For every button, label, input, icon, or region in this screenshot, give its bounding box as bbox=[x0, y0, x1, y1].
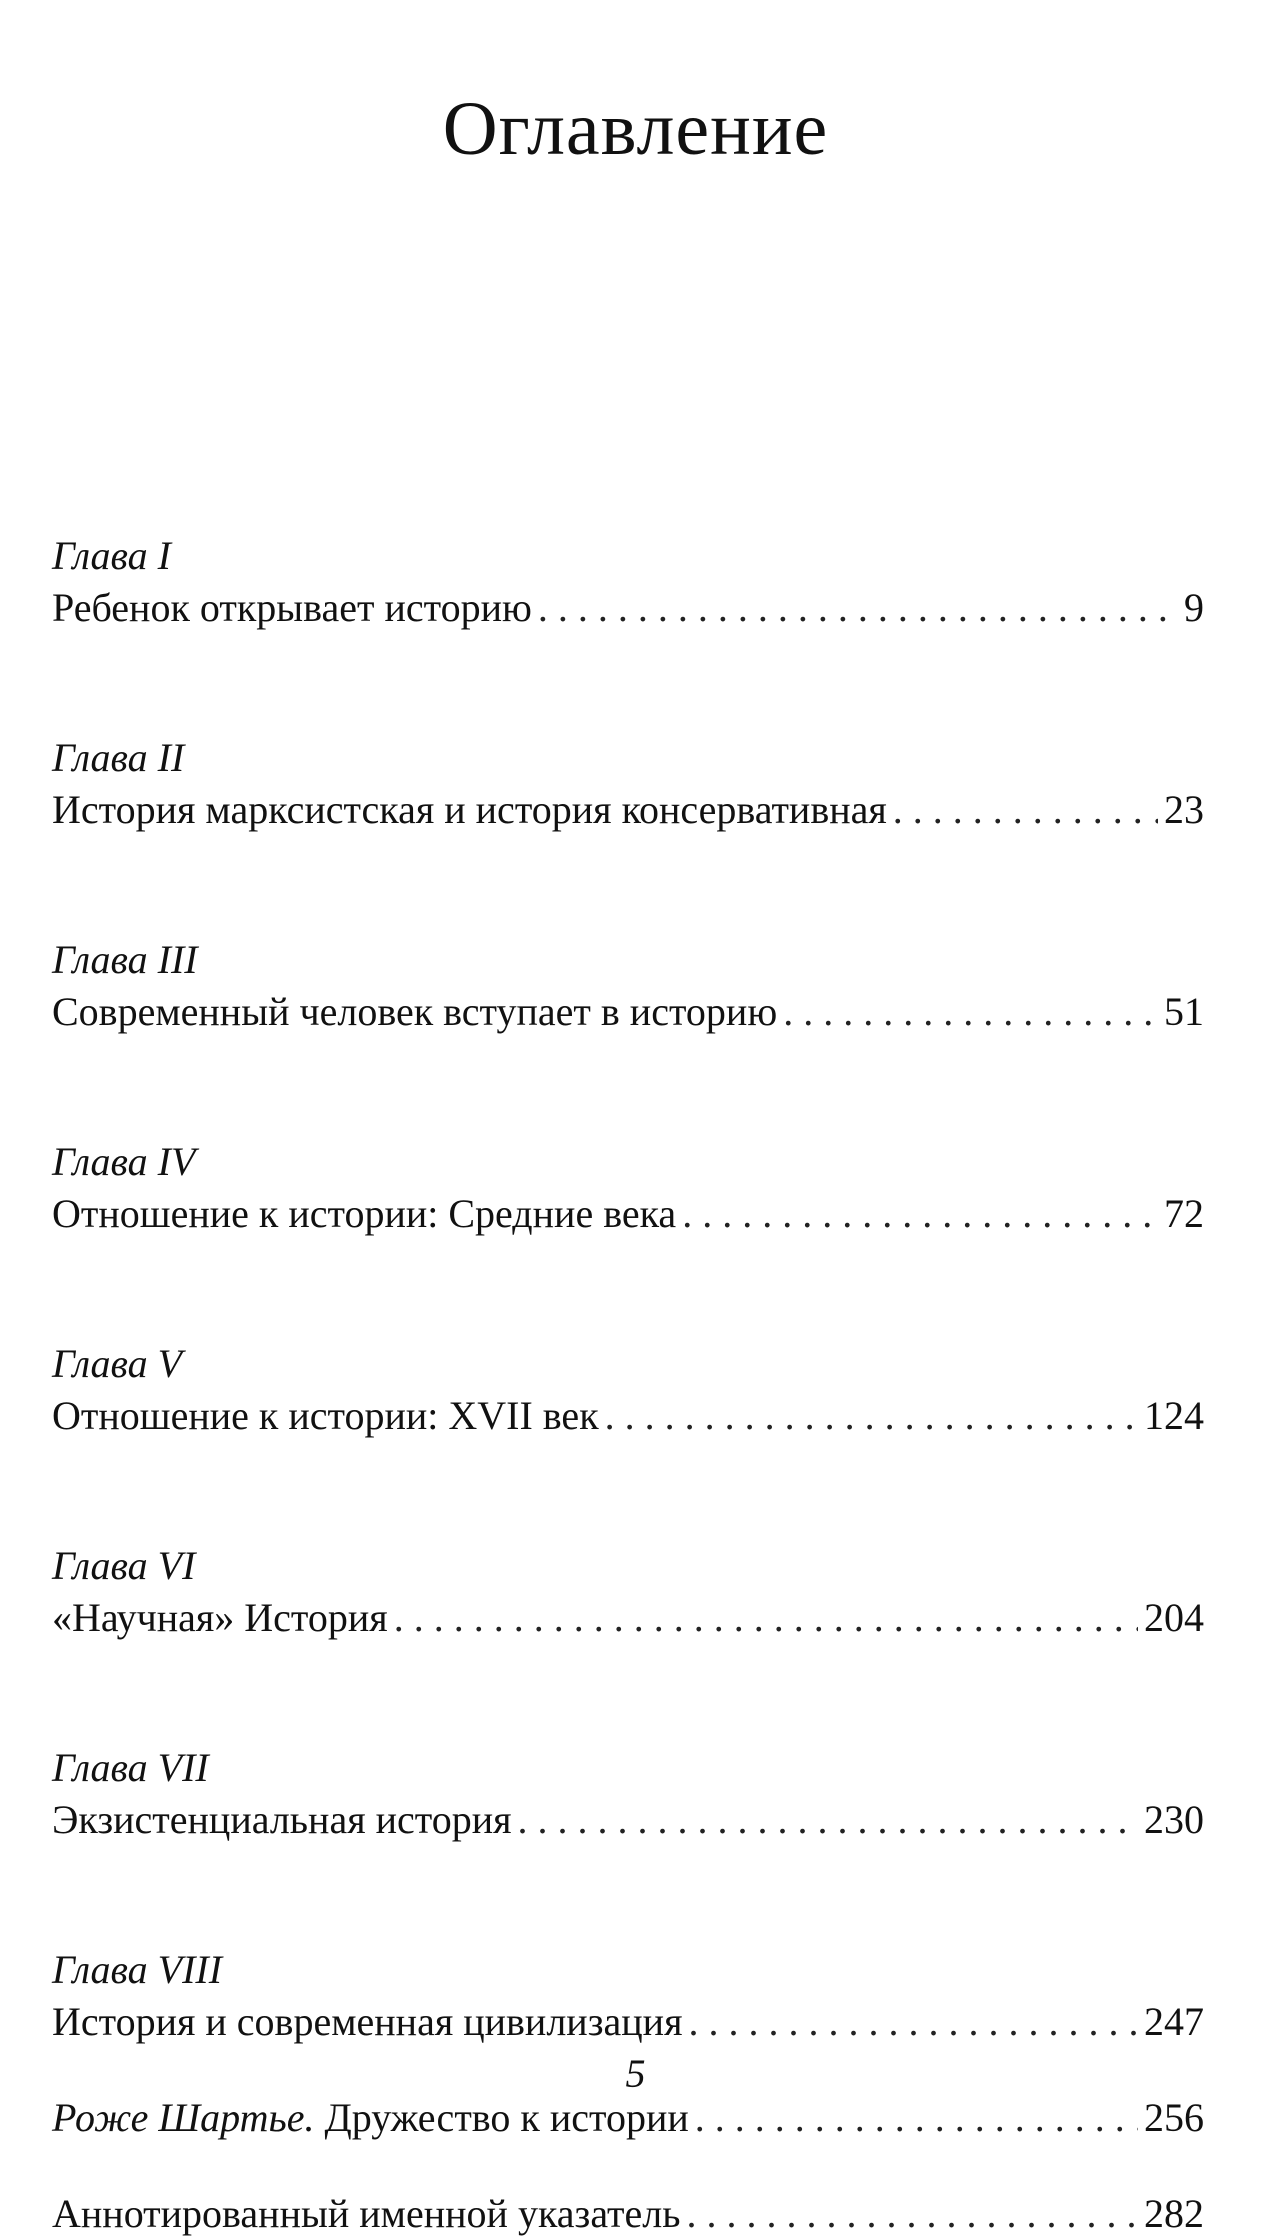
chapter-title: «Научная» История bbox=[52, 1595, 388, 1640]
page-reference: 256 bbox=[1144, 2095, 1204, 2140]
toc-entry-chapter-2 bbox=[52, 732, 1204, 836]
chapter-label: Глава VII bbox=[52, 1745, 209, 1790]
chapter-title: Современный человек вступает в историю bbox=[52, 989, 778, 1034]
dot-leader bbox=[518, 1794, 1138, 1846]
toc-entry-chapter-6 bbox=[52, 1540, 1204, 1644]
chapter-label: Глава VI bbox=[52, 1543, 196, 1588]
index-title: Аннотированный именной указатель bbox=[52, 2191, 681, 2236]
dot-leader bbox=[688, 1996, 1138, 2048]
chapter-label: Глава VIII bbox=[52, 1947, 223, 1992]
page-reference: 282 bbox=[1144, 2191, 1204, 2236]
afterword-title bbox=[52, 2092, 689, 2144]
chapter-label: Глава IV bbox=[52, 1139, 196, 1184]
toc-line[interactable] bbox=[52, 582, 1204, 634]
chapter-title: Ребенок открывает историю bbox=[52, 585, 532, 630]
toc-line[interactable] bbox=[52, 1592, 1204, 1644]
page-reference: 124 bbox=[1144, 1393, 1204, 1438]
toc-entry-chapter-1 bbox=[52, 530, 1204, 634]
toc-entry-chapter-5 bbox=[52, 1338, 1204, 1442]
toc-entry-index bbox=[52, 2188, 1204, 2240]
toc-entry-afterword bbox=[52, 2092, 1204, 2144]
chapter-title: История и современная цивилизация bbox=[52, 1999, 683, 2044]
toc-line[interactable] bbox=[52, 2092, 1204, 2144]
toc-line[interactable] bbox=[52, 1390, 1204, 1442]
chapter-label: Глава I bbox=[52, 533, 171, 578]
page-reference: 247 bbox=[1144, 1999, 1204, 2044]
chapter-title: Экзистенциальная история bbox=[52, 1797, 512, 1842]
chapter-title: Отношение к истории: XVII век bbox=[52, 1393, 599, 1438]
toc-entry-chapter-3 bbox=[52, 934, 1204, 1038]
page-reference: 230 bbox=[1144, 1797, 1204, 1842]
dot-leader bbox=[687, 2188, 1139, 2240]
page-number: 5 bbox=[625, 2051, 646, 2096]
page-reference: 9 bbox=[1184, 585, 1204, 630]
dot-leader bbox=[783, 986, 1158, 1038]
dot-leader bbox=[695, 2092, 1138, 2144]
chapter-label: Глава III bbox=[52, 937, 198, 982]
dot-leader bbox=[394, 1592, 1138, 1644]
toc-line[interactable] bbox=[52, 784, 1204, 836]
toc-entry-chapter-4 bbox=[52, 1136, 1204, 1240]
toc-line[interactable] bbox=[52, 1794, 1204, 1846]
table-of-contents bbox=[52, 530, 1204, 2240]
toc-line[interactable] bbox=[52, 1996, 1204, 2048]
dot-leader bbox=[893, 784, 1158, 836]
dot-leader bbox=[605, 1390, 1138, 1442]
chapter-label: Глава V bbox=[52, 1341, 183, 1386]
dot-leader bbox=[682, 1188, 1158, 1240]
toc-line[interactable] bbox=[52, 1188, 1204, 1240]
page-reference: 23 bbox=[1164, 787, 1204, 832]
page-reference: 204 bbox=[1144, 1595, 1204, 1640]
page-title: Оглавление bbox=[442, 86, 829, 171]
chapter-title: Отношение к истории: Средние века bbox=[52, 1191, 677, 1236]
toc-line[interactable] bbox=[52, 2188, 1204, 2240]
chapter-label: Глава II bbox=[52, 735, 185, 780]
page-reference: 72 bbox=[1164, 1191, 1204, 1236]
essay-title: Дружество к истории bbox=[324, 2095, 689, 2140]
chapter-title: История марксистская и история консервативная bbox=[52, 787, 887, 832]
author-name: Роже Шартье. bbox=[52, 2095, 315, 2140]
toc-line[interactable] bbox=[52, 986, 1204, 1038]
dot-leader bbox=[538, 582, 1178, 634]
toc-entry-chapter-8 bbox=[52, 1944, 1204, 2048]
toc-entry-chapter-7 bbox=[52, 1742, 1204, 1846]
page-reference: 51 bbox=[1164, 989, 1204, 1034]
